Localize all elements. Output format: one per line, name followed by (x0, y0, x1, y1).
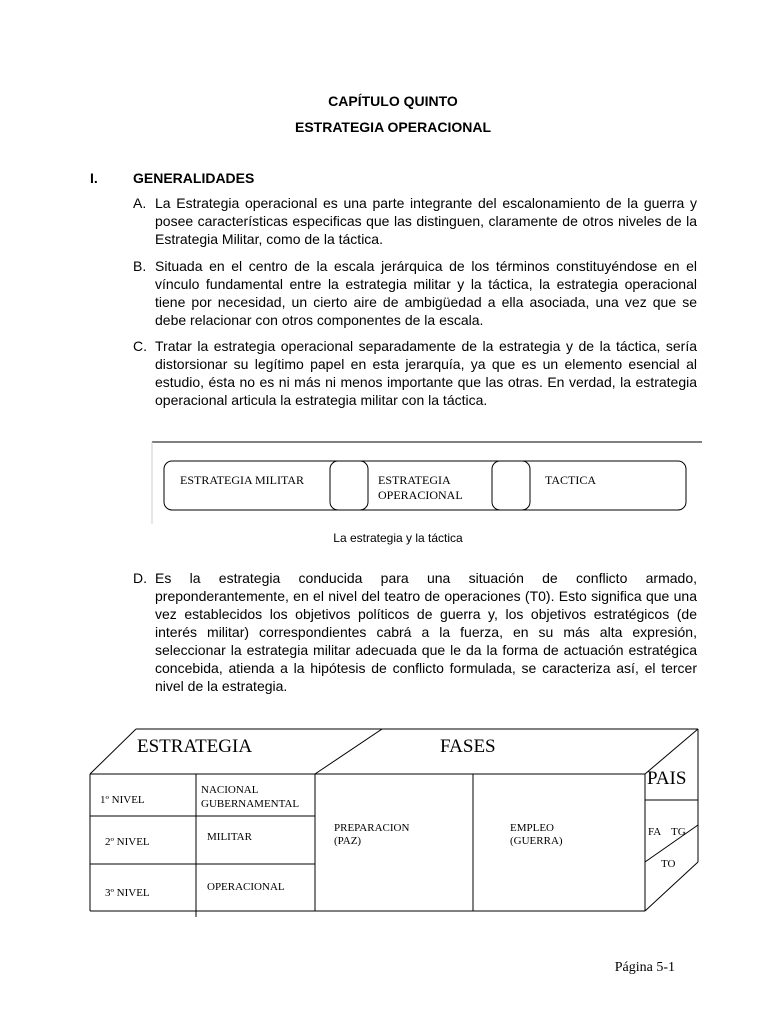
section-number: I. (90, 170, 98, 186)
connector-box-1 (330, 461, 368, 510)
strategy-tactics-diagram (140, 432, 710, 528)
paragraph-text: Tratar la estrategia operacional separadamente de la estrategia y de la táctica, sería distorsionar su legítimo papel en esta jerarquía, ya que es un elemento esencial al estudio, ésta no es ni más ni menos importante que las otras. En verdad, la estrategia operacional articula la estrategia militar con la táctica. (155, 338, 697, 408)
label-to: TO (661, 858, 676, 870)
label-fa: FA (648, 826, 662, 838)
label-paz: (PAZ) (334, 835, 362, 847)
strategy-phases-diagram (80, 722, 710, 922)
paragraph-a (133, 194, 697, 248)
page-title: ESTRATEGIA OPERACIONAL (294, 119, 491, 135)
label-operacional: OPERACIONAL (207, 881, 285, 893)
box-strategy-military: ESTRATEGIA MILITAR (180, 473, 305, 487)
paragraph-letter: C. (133, 338, 147, 354)
label-empleo: EMPLEO (510, 822, 554, 834)
paragraph-letter: D. (133, 570, 147, 586)
box-operational-line2: OPERACIONAL (378, 488, 463, 502)
section-title: GENERALIDADES (133, 170, 255, 186)
label-fases: FASES (440, 736, 496, 757)
label-tg: TG (671, 826, 686, 838)
chapter-heading: CAPÍTULO QUINTO (328, 93, 458, 109)
label-nacional: NACIONAL (201, 784, 259, 796)
page-number: Página 5-1 (614, 960, 675, 975)
label-preparacion: PREPARACION (334, 822, 410, 834)
paragraph-b (133, 257, 697, 329)
box-operational-line1: ESTRATEGIA (378, 473, 451, 487)
paragraph-c (133, 337, 697, 409)
figure-caption: La estrategia y la táctica (333, 531, 463, 545)
paragraph-letter: B. (133, 258, 147, 274)
label-level-1: 1º NIVEL (100, 794, 145, 806)
paragraph-d (133, 569, 697, 695)
label-guerra: (GUERRA) (510, 835, 563, 847)
label-gubernamental: GUBERNAMENTAL (201, 798, 300, 810)
top-divider-edge (315, 729, 382, 774)
paragraph-text: Es la estrategia conducida para una situación de conflicto armado, preponderantemente, en el nivel del teatro de operaciones (T0). Esto significa que una vez establecidos los objetivos políticos de guerra y, los objetivos estratégicos (de interés militar) correspondientes cabrá a la fuerza, en su más alta expresión, seleccionar la estrategia militar adecuada que le da la forma de actuación estratégica concebida, atienda a la hipótesis de conflicto formulada, se caracteriza así, el tercer nivel de la estrategia. (155, 570, 697, 694)
label-level-2: 2º NIVEL (105, 836, 150, 848)
paragraph-text: Situada en el centro de la escala jerárquica de los términos constituyéndose en el vínculo fundamental entre la estrategia militar y la táctica, la estrategia operacional tiene por necesidad, un cierto aire de ambigüedad a ella asociada, una vez que se debe relacionar con otros componentes de la escala. (155, 258, 697, 328)
label-pais: PAIS (647, 768, 687, 789)
label-militar: MILITAR (207, 831, 252, 843)
box-tactics: TACTICA (545, 473, 597, 487)
top-left-edge (90, 729, 136, 774)
connector-box-2 (492, 461, 530, 510)
label-level-3: 3º NIVEL (105, 887, 150, 899)
paragraph-letter: A. (133, 195, 147, 211)
label-estrategia: ESTRATEGIA (137, 736, 253, 757)
paragraph-text: La Estrategia operacional es una parte integrante del escalonamiento de la guerra y posee características especificas que las distinguen, claramente de otros niveles de la Estrategia Militar, como de la táctica. (155, 195, 697, 247)
